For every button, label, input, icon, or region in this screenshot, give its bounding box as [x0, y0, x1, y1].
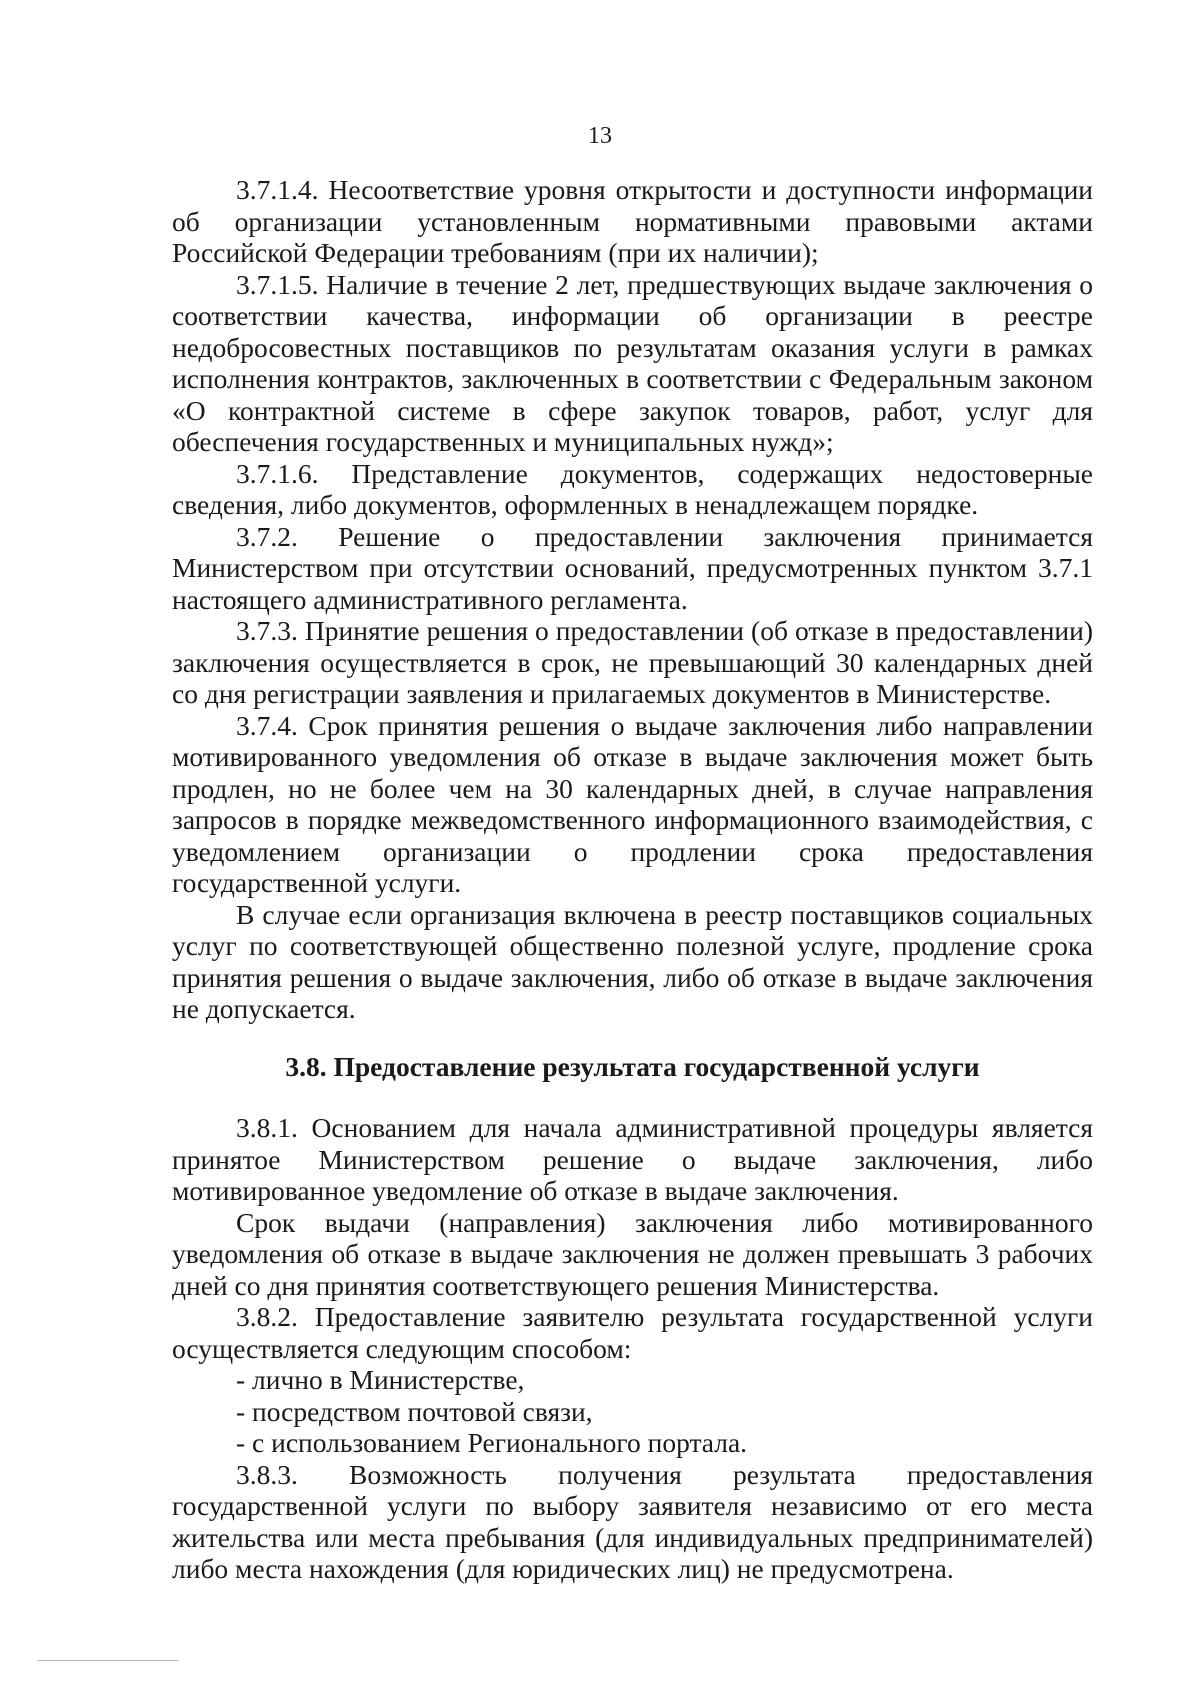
- paragraph-3-7-2: 3.7.2. Решение о предоставлении заключения принимается Министерством при отсутствии оснований, предусмотренных пунктом 3.7.1 настоящего административного регламента.: [172, 520, 1093, 615]
- paragraph-3-8-2: 3.8.2. Предоставление заявителю результата государственной услуги осуществляется следующим способом:: [172, 1301, 1093, 1364]
- document-body: [172, 174, 1093, 1585]
- page-number: 13: [588, 123, 612, 149]
- section-heading-3-8: 3.8. Предоставление результата государственной услуги: [285, 1050, 980, 1082]
- paragraph-3-8-1: 3.8.1. Основанием для начала административной процедуры является принятое Министерством решение о выдаче заключения, либо мотивированное уведомление об отказе в выдаче заключения.: [172, 1112, 1093, 1206]
- paragraph-3-7-1-5: 3.7.1.5. Наличие в течение 2 лет, предшествующих выдаче заключения о соответствии качества, информации об организации в реестре недобросовестных поставщиков по результатам оказания услуги в рамках исполнения контрактов, заключенных в соответствии с Федеральным законом «О контрактной системе в сфере закупок товаров, работ, услуг для обеспечения государственных и муниципальных нужд»;: [172, 268, 1093, 457]
- paragraph-registry-note: В случае если организация включена в реестр поставщиков социальных услуг по соответствующей общественно полезной услуге, продление срока принятия решения о выдаче заключения, либо об отказе в выдаче заключения не допускается.: [172, 898, 1093, 1024]
- list-item-in-person: - лично в Министерстве,: [236, 1364, 525, 1395]
- paragraph-issue-deadline: Срок выдачи (направления) заключения либо мотивированного уведомления об отказе в выдаче заключения не должен превышать 3 рабочих дней со дня принятия соответствующего решения Министерства.: [172, 1206, 1093, 1301]
- paragraph-3-7-1-4: 3.7.1.4. Несоответствие уровня открытости и доступности информации об организации установленным нормативными правовыми актами Российской Федерации требованиям (при их наличии);: [172, 174, 1093, 268]
- paragraph-3-7-1-6: 3.7.1.6. Представление документов, содержащих недостоверные сведения, либо документов, оформленных в ненадлежащем порядке.: [172, 457, 1093, 520]
- list-item-portal: - с использованием Регионального портала.: [236, 1427, 748, 1458]
- paragraph-3-8-3: 3.8.3. Возможность получения результата предоставления государственной услуги по выбору заявителя независимо от его места жительства или места пребывания (для индивидуальных предпринимателей) либо места нахождения (для юридических лиц) не предусмотрена.: [172, 1458, 1093, 1584]
- paragraph-3-7-3: 3.7.3. Принятие решения о предоставлении (об отказе в предоставлении) заключения осуществляется в срок, не превышающий 30 календарных дней со дня регистрации заявления и прилагаемых документов в Министерстве.: [172, 615, 1093, 709]
- scan-artifact-line: [38, 1660, 178, 1661]
- paragraph-3-7-4: 3.7.4. Срок принятия решения о выдаче заключения либо направлении мотивированного уведомления об отказе в выдаче заключения может быть продлен, но не более чем на 30 календарных дней, в случае направления запросов в порядке межведомственного информационного взаимодействия, с уведомлением организации о продлении срока предоставления государственной услуги.: [172, 709, 1093, 898]
- list-item-post: - посредством почтовой связи,: [236, 1395, 593, 1427]
